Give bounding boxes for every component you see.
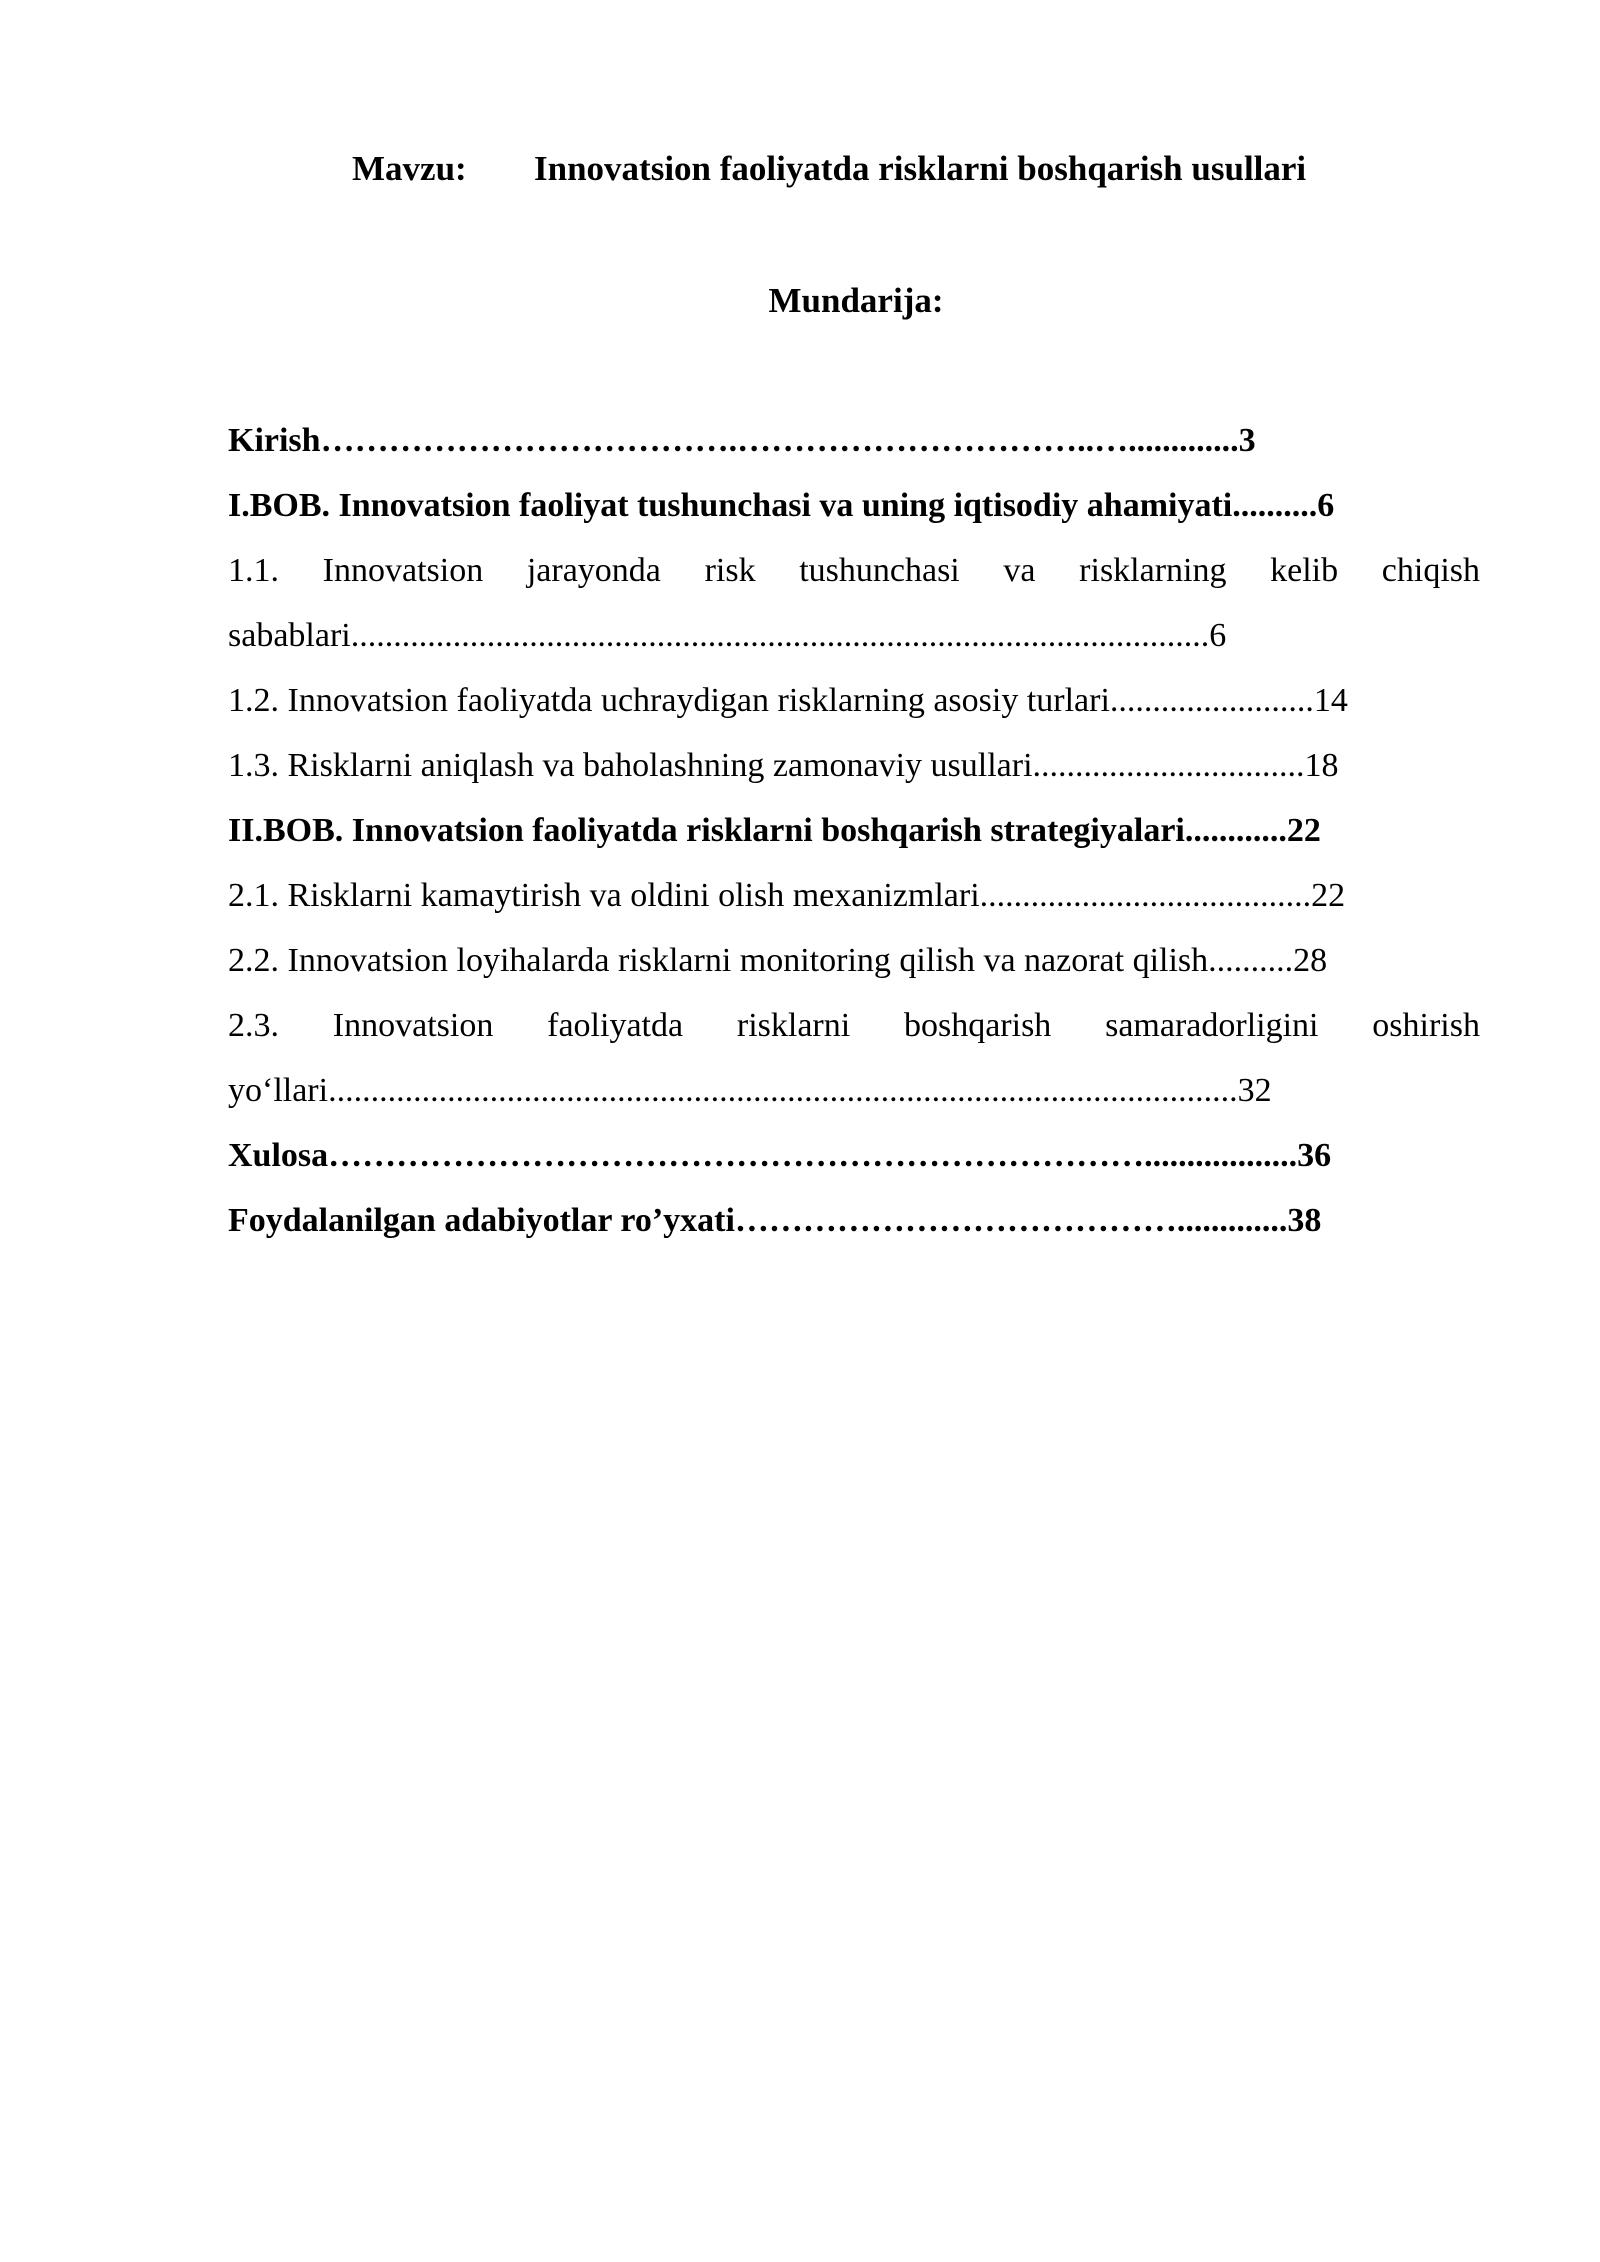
toc-word: 2.3. [228, 1007, 279, 1044]
toc-word: 1.1. [228, 552, 279, 589]
toc-entry-1-2: 1.2. Innovatsion faoliyatda uchraydigan risklarning asosiy turlari........................14 [228, 682, 1348, 719]
toc-word: Innovatsion [332, 1007, 494, 1044]
toc-entry-2-2: 2.2. Innovatsion loyihalarda risklarni monitoring qilish va nazorat qilish..........28 [228, 942, 1328, 979]
toc-word: chiqish [1381, 552, 1480, 589]
toc-word: faoliyatda [547, 1007, 684, 1044]
toc-entry-kirish: Kirish……………………………….…………………………..….............3 [228, 422, 1256, 459]
toc-word: kelib [1270, 552, 1339, 589]
topic-line [352, 148, 1306, 190]
toc-word: risklarning [1079, 552, 1227, 589]
toc-entry-chapter-1: I.BOB. Innovatsion faoliyat tushunchasi va uning iqtisodiy ahamiyati..........6 [228, 487, 1335, 524]
toc-heading: Mundarija: [768, 281, 944, 320]
toc-entry-chapter-2: II.BOB. Innovatsion faoliyatda risklarni boshqarish strategiyalari............22 [228, 812, 1321, 849]
table-of-contents [228, 408, 1480, 1253]
toc-word: boshqarish [903, 1007, 1052, 1044]
toc-entry-1-1-continued: sabablari.....................................................................................................6 [228, 617, 1227, 654]
toc-word: tushunchasi [799, 552, 960, 589]
toc-word: oshirish [1372, 1007, 1480, 1044]
toc-word: Innovatsion [322, 552, 484, 589]
toc-word: risklarni [736, 1007, 851, 1044]
toc-entry-xulosa: Xulosa………………………………………………………………..................36 [228, 1137, 1332, 1174]
toc-word: risk [704, 552, 756, 589]
toc-word: jarayonda [526, 552, 661, 589]
topic-label: Mavzu: [352, 149, 467, 188]
topic-title: Innovatsion faoliyatda risklarni boshqarish usullari [534, 149, 1307, 188]
toc-entry-2-3 [228, 993, 1480, 1058]
toc-entry-2-3-continued: yo‘llari...........................................................................................................32 [228, 1072, 1272, 1109]
toc-word: va [1003, 552, 1036, 589]
toc-entry-2-1: 2.1. Risklarni kamaytirish va oldini olish mexanizmlari.......................................22 [228, 877, 1346, 914]
toc-entry-1-3: 1.3. Risklarni aniqlash va baholashning zamonaviy usullari................................18 [228, 747, 1339, 784]
toc-word: samaradorligini [1105, 1007, 1319, 1044]
toc-entry-bibliography: Foydalanilgan adabiyotlar ro’yxati………………………………….............38 [228, 1202, 1322, 1239]
toc-entry-1-1 [228, 538, 1480, 603]
